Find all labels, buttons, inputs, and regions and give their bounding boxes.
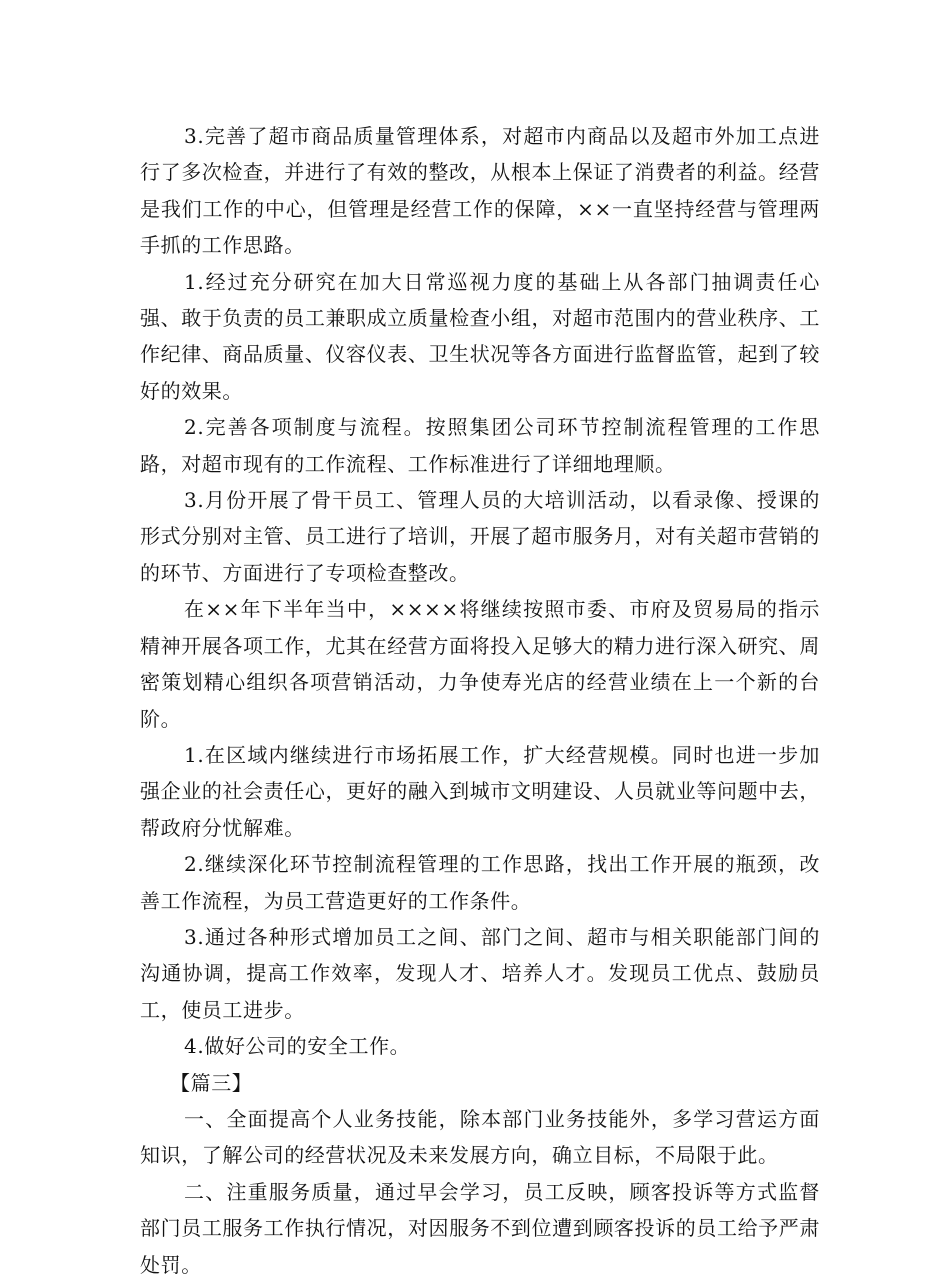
document-body [140,118,820,1283]
paragraph: 二、注重服务质量，通过早会学习，员工反映，顾客投诉等方式监督部门员工服务工作执行情况，对因服务不到位遭到顾客投诉的员工给予严肃处罚。 [140,1179,820,1277]
paragraph: 3.通过各种形式增加员工之间、部门之间、超市与相关职能部门间的沟通协调，提高工作效率，发现人才、培养人才。发现员工优点、鼓励员工，使员工进步。 [140,924,820,1022]
paragraph: 2.完善各项制度与流程。按照集团公司环节控制流程管理的工作思路，对超市现有的工作流程、工作标准进行了详细地理顺。 [140,415,820,476]
paragraph: 一、全面提高个人业务技能，除本部门业务技能外，多学习营运方面知识，了解公司的经营状况及未来发展方向，确立目标，不局限于此。 [140,1106,820,1168]
paragraph: 在××年下半年当中，××××将继续按照市委、市府及贸易局的指示精神开展各项工作，尤其在经营方面将投入足够大的精力进行深入研究、周密策划精心组织各项营销活动，力争使寿光店的经营业绩在上一个新的台阶。 [140,597,820,731]
section-heading: 【篇三】 [170,1070,253,1095]
paragraph: 1.在区域内继续进行市场拓展工作，扩大经营规模。同时也进一步加强企业的社会责任心，更好的融入到城市文明建设、人员就业等问题中去，帮政府分忧解难。 [140,742,820,840]
paragraph: 3.月份开展了骨干员工、管理人员的大培训活动，以看录像、授课的形式分别对主管、员工进行了培训，开展了超市服务月，对有关超市营销的的环节、方面进行了专项检查整改。 [140,488,820,585]
paragraph: 2.继续深化环节控制流程管理的工作思路，找出工作开展的瓶颈，改善工作流程，为员工营造更好的工作条件。 [140,852,820,913]
paragraph: 3.完善了超市商品质量管理体系，对超市内商品以及超市外加工点进行了多次检查，并进行了有效的整改，从根本上保证了消费者的利益。经营是我们工作的中心，但管理是经营工作的保障，××一直坚持经营与管理两手抓的工作思路。 [140,124,820,258]
paragraph: 1.经过充分研究在加大日常巡视力度的基础上从各部门抽调责任心强、敢于负责的员工兼职成立质量检查小组，对超市范围内的营业秩序、工作纪律、商品质量、仪容仪表、卫生状况等各方面进行监督监管，起到了较好的效果。 [140,269,820,403]
paragraph: 4.做好公司的安全工作。 [184,1034,411,1059]
